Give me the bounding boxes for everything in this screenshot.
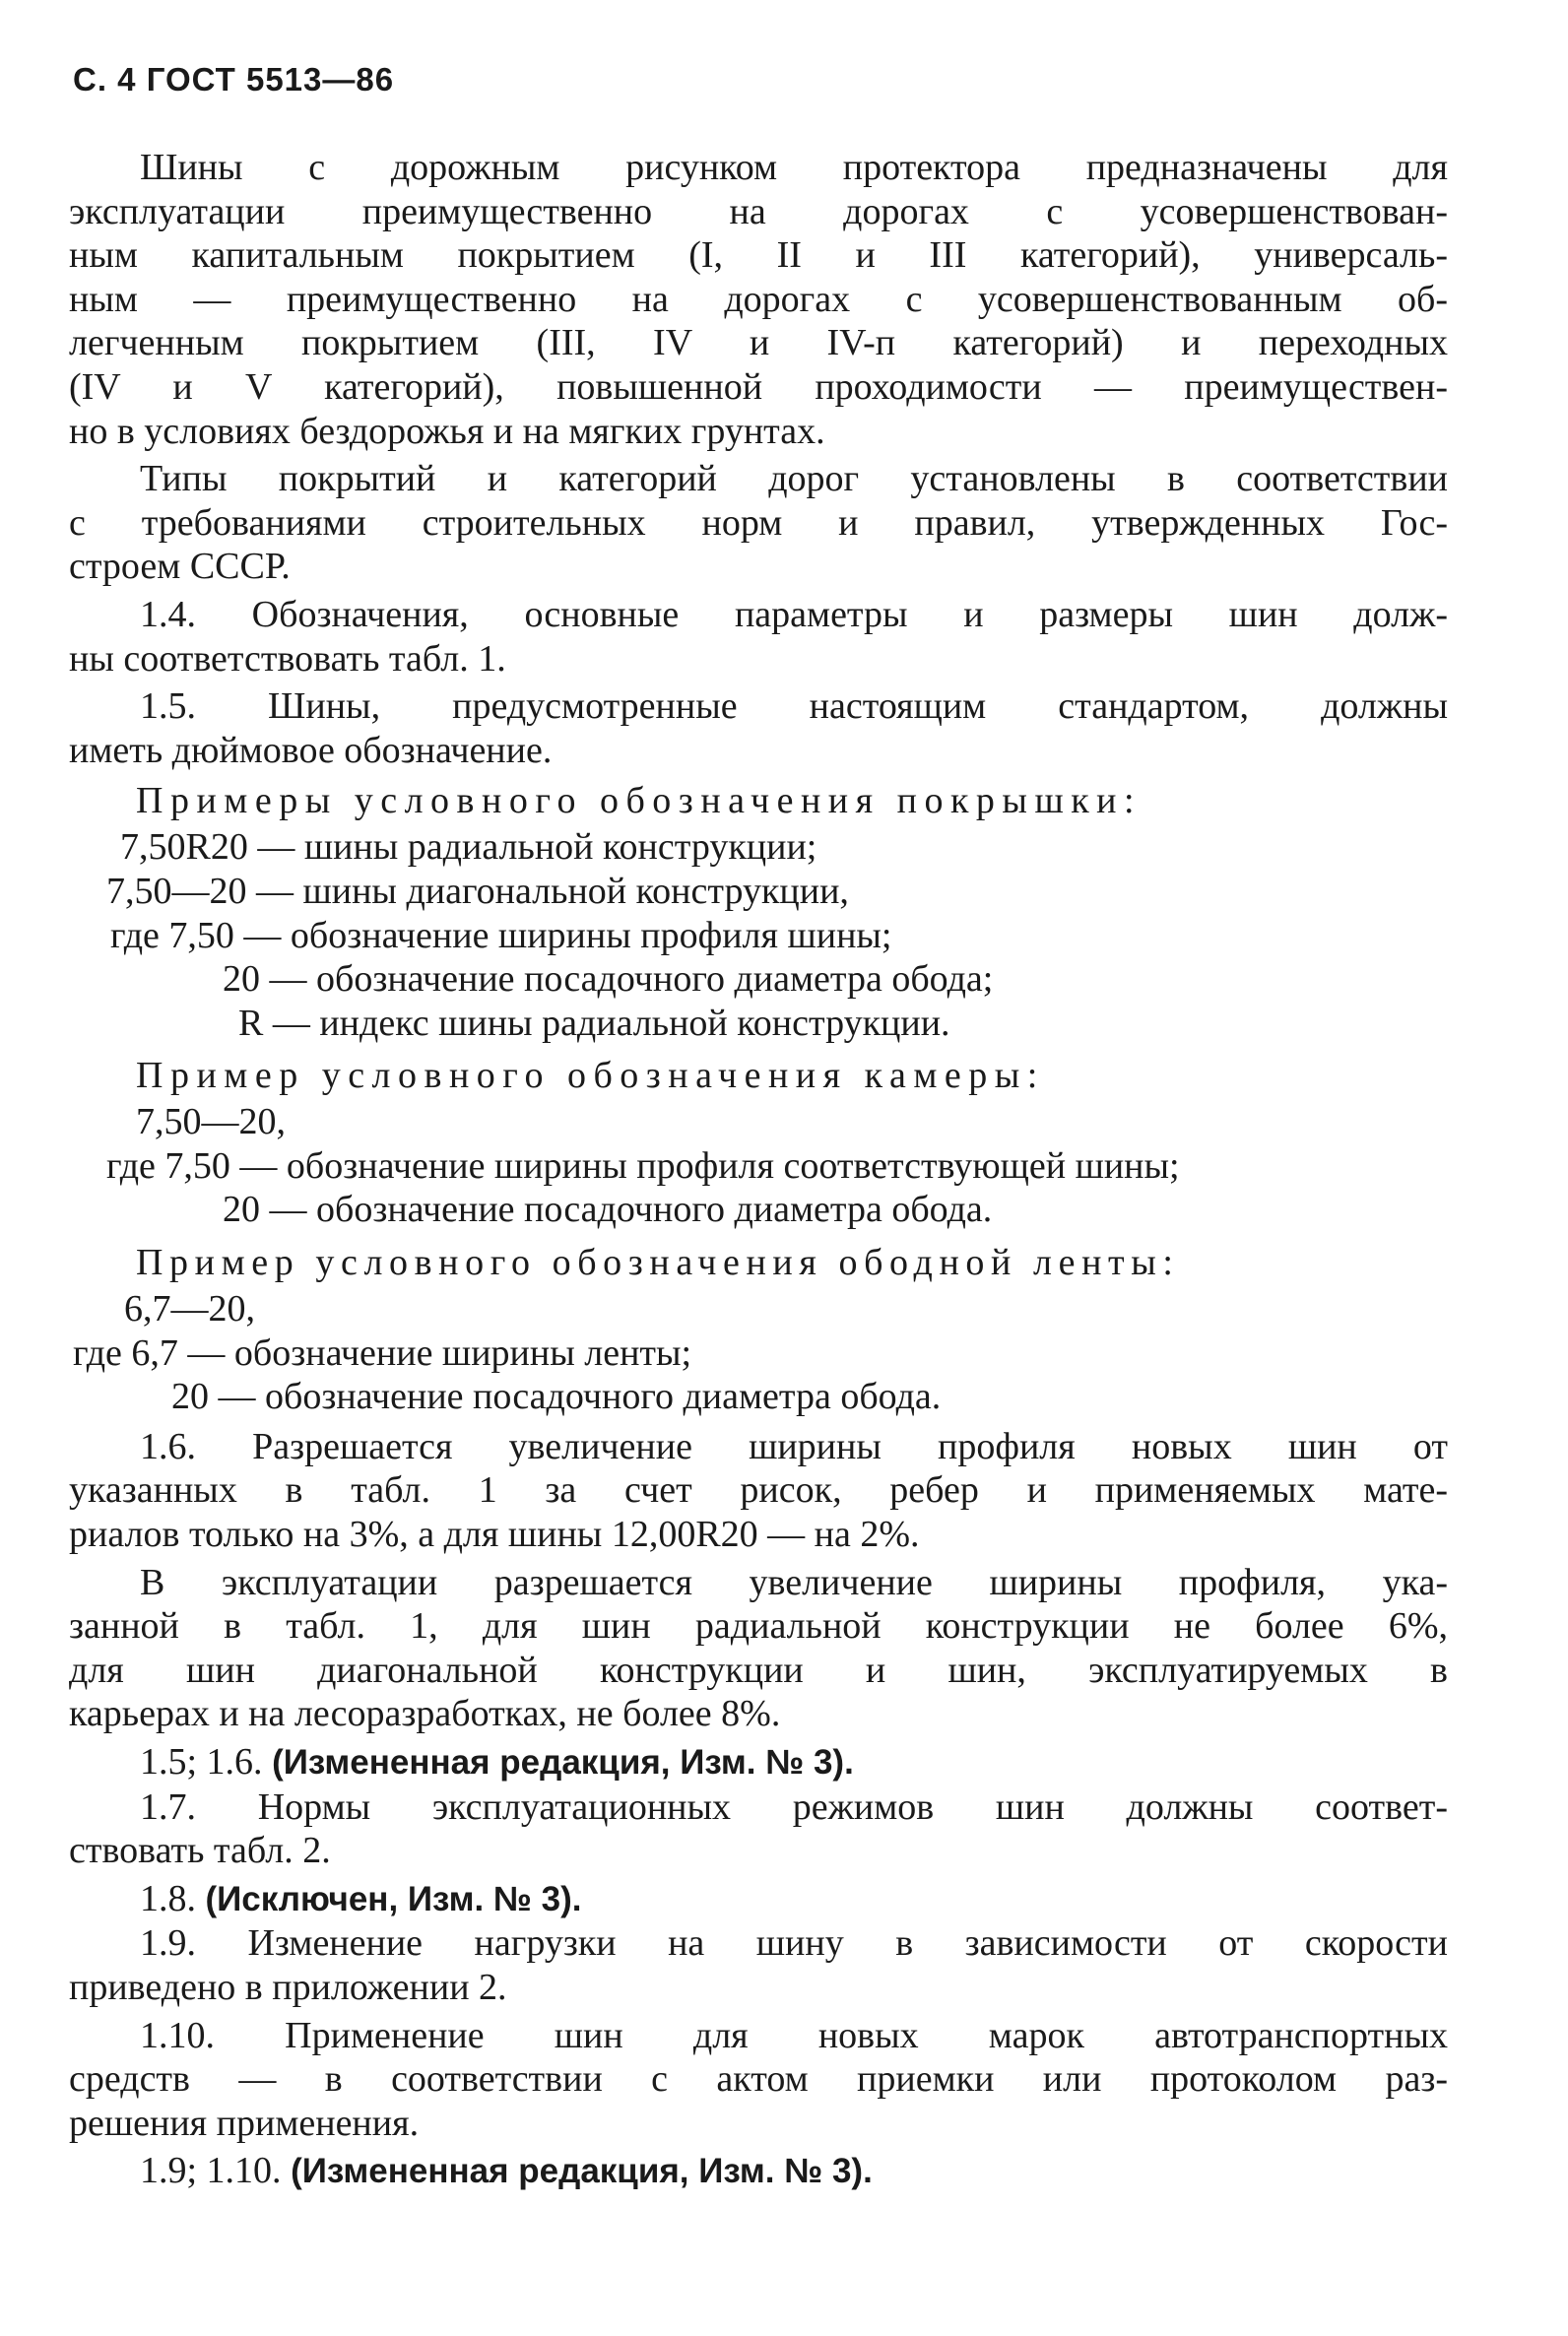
paragraph-line: карьерах и на лесоразработках, не более 8%. [69, 1693, 781, 1735]
paragraph-line: ствовать табл. 2. [69, 1830, 331, 1872]
paragraph-line: строем СССР. [69, 546, 291, 588]
paragraph-line: 1.7. Нормы эксплуатационных режимов шин должны соответ- [140, 1785, 1448, 1828]
paragraph [69, 684, 1448, 772]
example-line: где 6,7 — обозначение ширины ленты; [73, 1331, 692, 1374]
example-line: где 7,50 — обозначение ширины профиля соответствующей шины; [106, 1144, 1180, 1187]
example-line: 7,50—20, [136, 1101, 286, 1143]
example-line: R — индекс шины радиальной конструкции. [238, 1002, 950, 1044]
amendment-prefix: 1.5; 1.6. [140, 1741, 273, 1783]
paragraph-line: приведено в приложении 2. [69, 1966, 507, 2008]
paragraph-1-9 [69, 1921, 1448, 2009]
example-line: 20 — обозначение посадочного диаметра обода. [171, 1376, 942, 1418]
paragraph-line: эксплуатации преимущественно на дорогах с усовершенствован- [69, 190, 1448, 232]
paragraph-line: ны соответствовать табл. 1. [69, 637, 506, 680]
amendment-note [69, 2149, 1448, 2194]
example-line: 7,50—20 — шины диагональной конструкции, [106, 870, 849, 912]
paragraph-line: указанных в табл. 1 за счет рисок, ребер и применяемых мате- [69, 1469, 1448, 1512]
paragraph-line: средств — в соответствии с актом приемки или протоколом раз- [69, 2058, 1448, 2101]
example-line: 20 — обозначение посадочного диаметра обода; [223, 958, 994, 1001]
flap-example-title: Пример условного обозначения ободной ленты: [136, 1242, 1180, 1284]
paragraph [69, 1561, 1448, 1736]
paragraph-line: Шины с дорожным рисунком протектора предназначены для [140, 147, 1448, 188]
tire-examples [69, 825, 1448, 1045]
paragraph-line: занной в табл. 1, для шин радиальной конструкции не более 6%, [69, 1605, 1448, 1648]
paragraph [69, 1425, 1448, 1557]
paragraph-line: 1.9. Изменение нагрузки на шину в зависимости от скорости [140, 1922, 1448, 1965]
paragraph-line: решения применения. [69, 2102, 420, 2144]
example-line: 6,7—20, [124, 1288, 255, 1330]
paragraph-1-7 [69, 1785, 1448, 1873]
paragraph-line: иметь дюймовое обозначение. [69, 729, 553, 771]
amendment-note [69, 1740, 1448, 1785]
paragraph [69, 146, 1448, 453]
amendment-bold: (Измененная редакция, Изм. № 3). [272, 1743, 854, 1782]
paragraph-line: для шин диагональной конструкции и шин, эксплуатируемых в [69, 1649, 1448, 1691]
paragraph-line: 1.4. Обозначения, основные параметры и размеры шин долж- [140, 593, 1448, 635]
example-line: 7,50R20 — шины радиальной конструкции; [120, 826, 817, 869]
paragraph-line: (IV и V категорий), повышенной проходимости — преимуществен- [69, 365, 1448, 408]
paragraph-1-10 [69, 2014, 1448, 2146]
paragraph-line: ным — преимущественно на дорогах с усовершенствованным об- [69, 278, 1448, 320]
paragraph-1-8 [69, 1877, 1448, 1922]
paragraph-prefix: 1.8. [140, 1877, 206, 1919]
paragraph-line: легченным покрытием (III, IV и IV-п категорий) и переходных [69, 322, 1448, 364]
paragraph-line: с требованиями строительных норм и правил, утвержденных Гос- [69, 501, 1448, 544]
paragraph [69, 457, 1448, 589]
paragraph-line: 1.5. Шины, предусмотренные настоящим стандартом, должны [140, 685, 1448, 728]
tube-example [69, 1100, 1448, 1232]
width-section [69, 1425, 1448, 1736]
tube-example-title: Пример условного обозначения камеры: [136, 1055, 1045, 1097]
amendment-prefix: 1.9; 1.10. [140, 2150, 292, 2192]
excluded-note: (Исключен, Изм. № 3). [205, 1879, 582, 1918]
paragraph-line: Типы покрытий и категорий дорог установлены в соответствии [140, 458, 1448, 500]
page-header: С. 4 ГОСТ 5513—86 [73, 61, 395, 97]
intro-section [69, 146, 1448, 772]
example-line: где 7,50 — обозначение ширины профиля шины; [110, 914, 892, 956]
paragraph-line: В эксплуатации разрешается увеличение ширины профиля, ука- [140, 1561, 1448, 1603]
paragraph [69, 593, 1448, 681]
paragraph-line: но в условиях бездорожья и на мягких грунтах. [69, 410, 825, 452]
paragraph-line: 1.10. Применение шин для новых марок автотранспортных [140, 2014, 1448, 2056]
paragraph-line: 1.6. Разрешается увеличение ширины профиля новых шин от [140, 1425, 1448, 1467]
paragraph-line: риалов только на 3%, а для шины 12,00R20 — на 2%. [69, 1514, 920, 1556]
amendment-bold: (Измененная редакция, Изм. № 3). [291, 2152, 873, 2191]
document-page [69, 61, 1448, 2194]
paragraph-line: ным капитальным покрытием (I, II и III категорий), универсаль- [69, 234, 1448, 277]
example-line: 20 — обозначение посадочного диаметра обода. [223, 1189, 993, 1231]
flap-example [69, 1287, 1448, 1419]
tire-examples-title: Примеры условного обозначения покрышки: [136, 780, 1143, 822]
